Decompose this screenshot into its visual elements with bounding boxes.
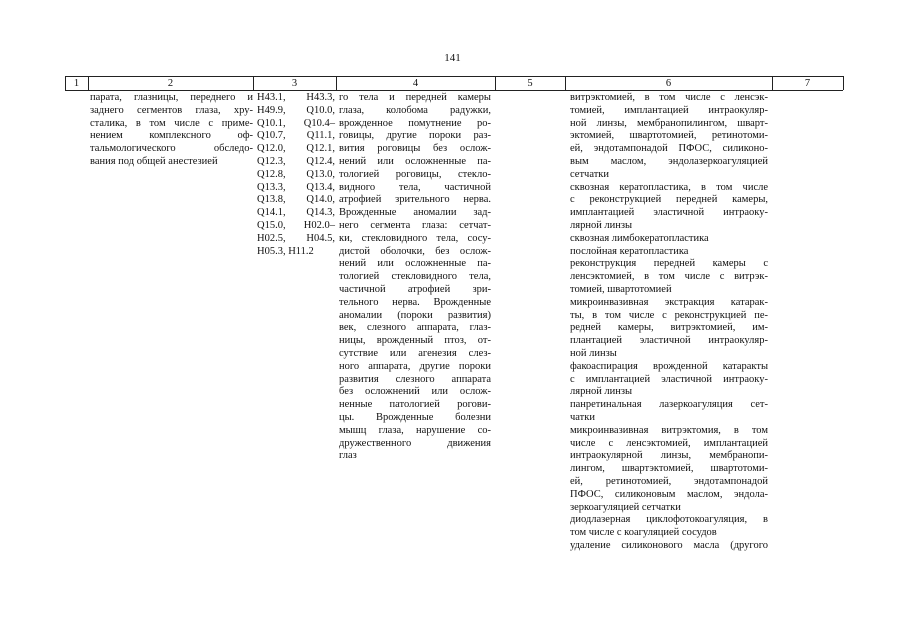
text-line: ПФОС, силиконовым маслом, эндола- (570, 488, 768, 500)
text-line: лярной линзы (570, 219, 633, 231)
text-line: дистой оболочки, без ослож- (339, 245, 491, 257)
text-line: ей, эндотампонадой ПФОС, силиконо- (570, 143, 768, 155)
text-line: дружественного движения (339, 437, 491, 449)
column-2-text (90, 92, 253, 169)
column-divider (336, 76, 337, 90)
text-line: сталика, в том числе с приме- (90, 117, 253, 129)
text-line: ей, ретинотомией, эндотампонадой (570, 475, 768, 487)
code: Q15.0, (257, 219, 286, 231)
text-line: ненные патологией рогови- (339, 399, 491, 411)
page-number: 141 (444, 52, 461, 64)
text-line: факоаспирация врожденной катаракты (570, 360, 768, 372)
header-col-2: 2 (167, 78, 174, 89)
column-divider (843, 76, 844, 90)
header-col-6: 6 (665, 78, 672, 89)
text-line: витрэктомией, в том числе с ленсэк- (570, 92, 768, 103)
text-line: видного тела, частичной (339, 181, 491, 193)
text-line: числе с ленсэктомией, имплантацией (570, 437, 768, 449)
text-line: плантацией эластичной интраокуляр- (570, 335, 768, 347)
code: Q12.3, (257, 155, 286, 167)
header-col-4: 4 (412, 78, 419, 89)
text-line: зеркоагуляцией сетчатки (570, 501, 681, 513)
column-3-codes (257, 92, 335, 258)
text-line: развития слезного аппарата (339, 373, 491, 385)
text-line: атрофией зрительного нерва. (339, 194, 491, 206)
code-line (257, 169, 335, 182)
text-line: глаз (339, 450, 357, 462)
text-line: без осложнений или ослож- (339, 386, 491, 398)
code: H02.5, (257, 232, 286, 244)
code: Q12.0, (257, 143, 286, 155)
code-line (257, 143, 335, 156)
text-line: с реконструкцией передней камеры, (570, 194, 768, 206)
text-line: микроинвазивная витрэктомия, в том (570, 424, 768, 436)
text-line: вым маслом, эндолазеркоагуляцией (570, 155, 768, 167)
text-line: редней камеры, витрэктомией, им- (570, 322, 768, 334)
code: Q10.7, (257, 130, 286, 142)
code-line (257, 156, 335, 169)
text-line: нений или осложненные па- (339, 258, 491, 270)
code-line (257, 233, 335, 246)
code: Q12.4, (306, 155, 335, 167)
column-divider (772, 76, 773, 90)
code-line (257, 130, 335, 143)
text-line: диодлазерная циклофотокоагуляция, в (570, 514, 768, 526)
text-line: томией, швартотомией (570, 283, 672, 295)
text-line: лярной линзы (570, 386, 633, 398)
text-line: цы. Врожденные болезни (339, 411, 491, 423)
text-line: него сегмента глаза: сетчат- (339, 219, 491, 231)
text-line: нением комплексного оф- (90, 130, 253, 142)
text-line: врожденное помутнение ро- (339, 117, 491, 129)
text-line: с имплантацией эластичной интраоку- (570, 373, 768, 385)
text-line: томией, имплантацией интраокуляр- (570, 104, 768, 116)
text-line: послойная кератопластика (570, 245, 689, 257)
text-line: эктомией, швартотомией, ретинотоми- (570, 130, 768, 142)
header-col-3: 3 (291, 78, 298, 89)
code: Q13.8, (257, 194, 286, 206)
text-line: заднего сегментов глаза, хру- (90, 104, 253, 116)
text-line: го тела и передней камеры (339, 92, 491, 103)
text-line: мышц глаза, нарушение со- (339, 424, 491, 436)
text-line: глаза, колобома радужки, (339, 104, 491, 116)
code-line (257, 246, 335, 259)
column-divider (495, 76, 496, 90)
code: H04.5, (306, 232, 335, 244)
text-line: тальмологического обследо- (90, 143, 253, 155)
code: Q14.3, (306, 207, 335, 219)
text-line: вания под общей анестезией (90, 155, 218, 167)
text-line: сетчатки (570, 168, 610, 180)
code: H49.9, (257, 104, 286, 116)
text-line: сквозная лимбокератопластика (570, 232, 709, 244)
code: Q14.0, (306, 194, 335, 206)
code: Q13.3, (257, 181, 286, 193)
text-line: удаление силиконового масла (другого (570, 539, 768, 551)
text-line: чатки (570, 411, 595, 423)
code: Q12.1, (306, 143, 335, 155)
column-divider (65, 76, 66, 90)
code: H43.3, (306, 92, 335, 103)
text-line: ной линзы, мембранопилингом, шварт- (570, 117, 768, 129)
text-line: аномалии (пороки развития) (339, 309, 491, 321)
code-line (257, 207, 335, 220)
text-line: тологией роговицы, стекло- (339, 168, 491, 180)
code: Q13.0, (306, 168, 335, 180)
text-line: панретинальная лазеркоагуляция сет- (570, 399, 768, 411)
table-header-row (65, 76, 843, 91)
code-line (257, 182, 335, 195)
code-line (257, 118, 335, 131)
text-line: ленсэктомией, в том числе с витрэк- (570, 271, 768, 283)
text-line: сквозная кератопластика, в том числе (570, 181, 768, 193)
code: H05.3, H11.2 (257, 245, 314, 257)
column-divider (565, 76, 566, 90)
text-line: ной линзы (570, 347, 617, 359)
text-line: вития роговицы без ослож- (339, 143, 491, 155)
code-line (257, 92, 335, 105)
code: Q12.8, (257, 168, 286, 180)
code: Q10.1, (257, 117, 286, 129)
code: Q11.1, (306, 130, 335, 142)
code: Q13.4, (306, 181, 335, 193)
text-line: том числе с коагуляцией сосудов (570, 527, 717, 539)
text-line: лингом, швартэктомией, швартотоми- (570, 463, 768, 475)
text-line: ки, стекловидного тела, сосу- (339, 232, 491, 244)
text-line: ты, в том числе с реконструкцией пе- (570, 309, 768, 321)
text-line: тельного нерва. Врожденные (339, 296, 491, 308)
text-line: век, слезного аппарата, глаз- (339, 322, 491, 334)
text-line: парата, глазницы, переднего и (90, 92, 253, 103)
text-line: говицы, другие пороки раз- (339, 130, 491, 142)
text-line: ницы, врожденный птоз, от- (339, 335, 491, 347)
text-line: микроинвазивная экстракция катарак- (570, 296, 768, 308)
code: Q14.1, (257, 207, 286, 219)
column-divider (253, 76, 254, 90)
header-col-7: 7 (804, 78, 811, 89)
header-col-1: 1 (73, 78, 80, 89)
text-line: ного аппарата, другие пороки (339, 360, 491, 372)
column-divider (88, 76, 89, 90)
text-line: интраокулярной линзы, мембранопи- (570, 450, 768, 462)
column-4-text (339, 92, 491, 463)
text-line: нений или осложненные па- (339, 155, 491, 167)
code-line (257, 194, 335, 207)
code: Q10.0, (306, 104, 335, 116)
column-6-text (570, 92, 768, 553)
code-line (257, 220, 335, 233)
header-col-5: 5 (527, 78, 533, 89)
text-line: имплантацией эластичной интраоку- (570, 207, 768, 219)
text-line: Врожденные аномалии зад- (339, 207, 491, 219)
text-line: реконструкция передней камеры с (570, 258, 768, 270)
text-line: частичной атрофией зри- (339, 283, 491, 295)
code-line (257, 105, 335, 118)
text-line: тологией стекловидного тела, (339, 271, 491, 283)
code: H02.0– (303, 219, 335, 231)
code: H43.1, (257, 92, 286, 103)
code: Q10.4– (303, 117, 335, 129)
text-line: сутствие или агенезия слез- (339, 347, 491, 359)
